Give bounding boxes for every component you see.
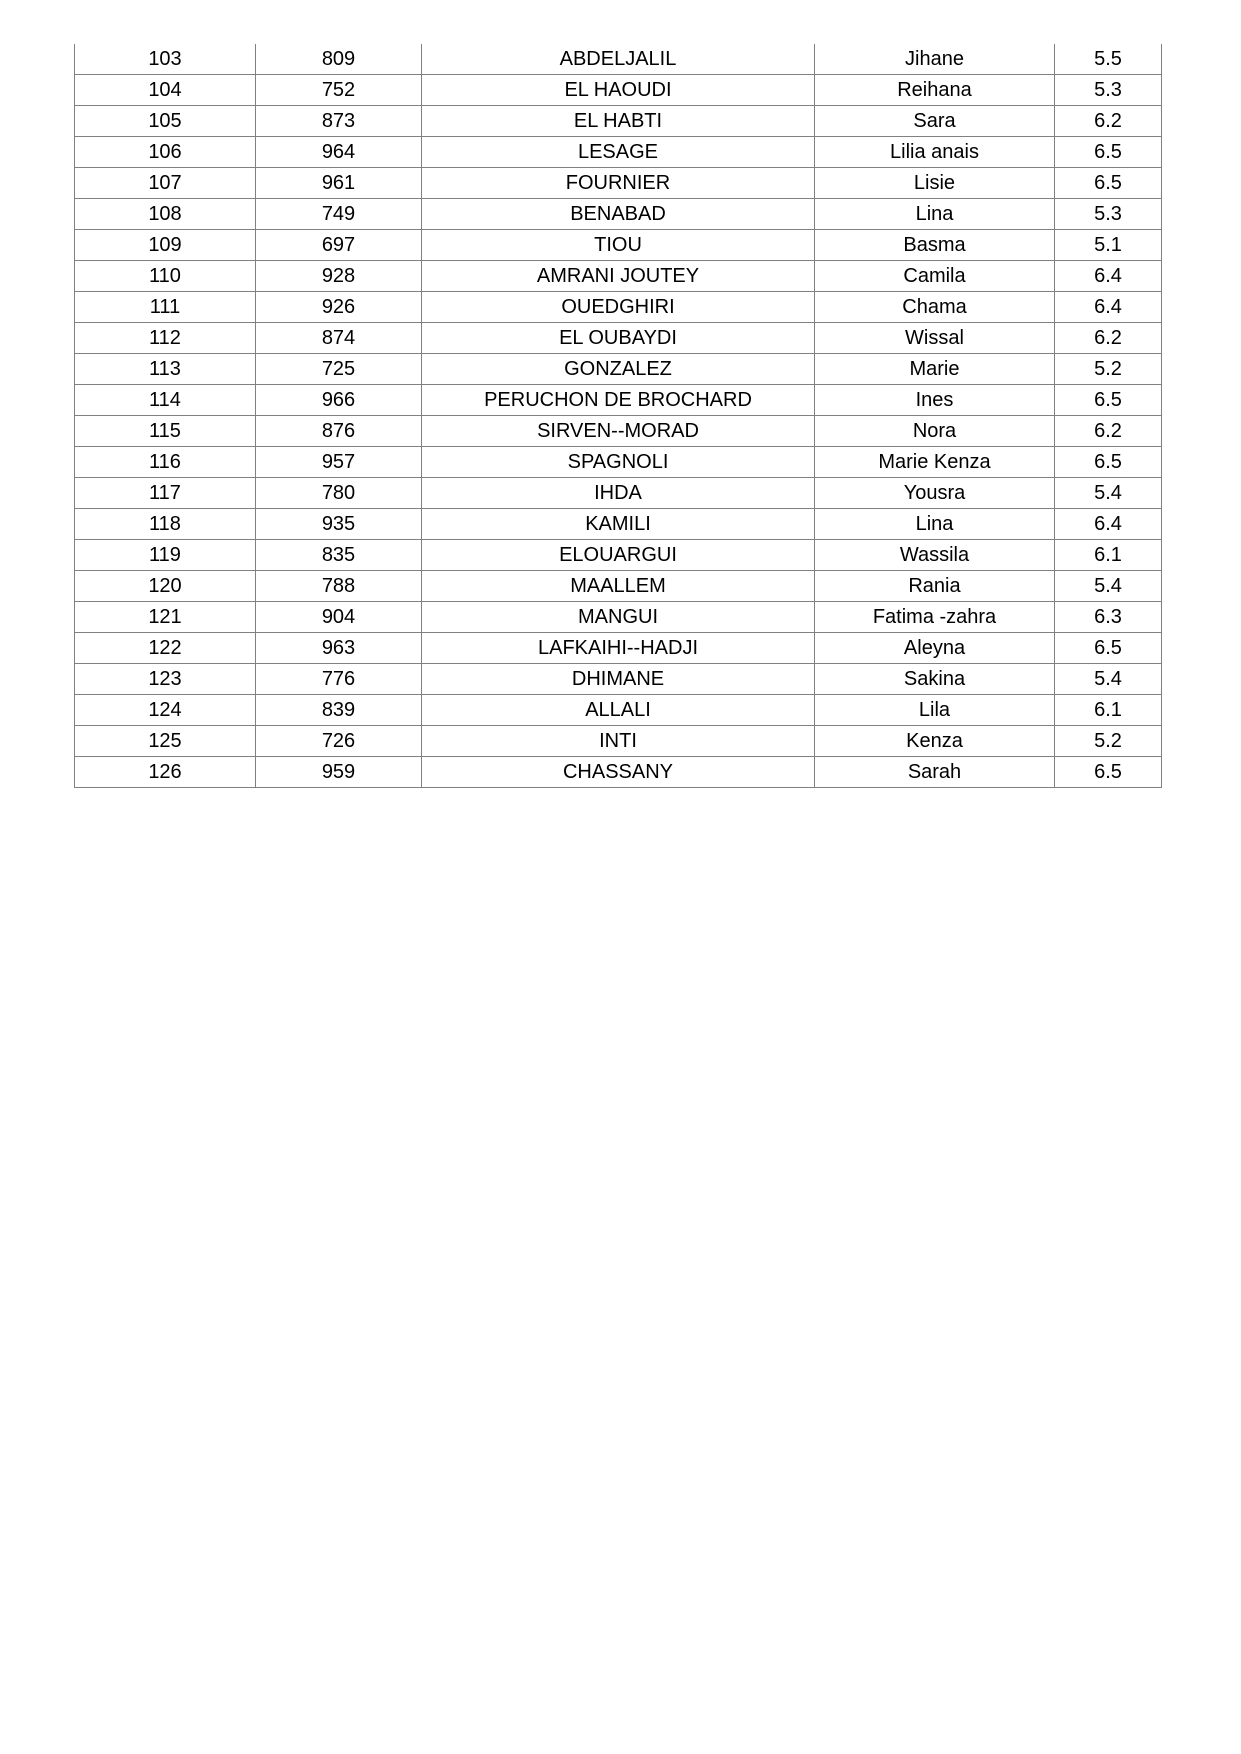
code-cell: 809 — [256, 44, 422, 75]
first-name-cell: Fatima -zahra — [815, 602, 1055, 633]
rank-cell: 108 — [75, 199, 256, 230]
rank-cell: 121 — [75, 602, 256, 633]
table-row — [75, 44, 1162, 75]
first-name-cell: Camila — [815, 261, 1055, 292]
score-cell: 6.5 — [1055, 137, 1162, 168]
table-row — [75, 540, 1162, 571]
last-name-cell: EL HAOUDI — [422, 75, 815, 106]
last-name-cell: MAALLEM — [422, 571, 815, 602]
table-row — [75, 385, 1162, 416]
last-name-cell: CHASSANY — [422, 757, 815, 788]
score-cell: 6.3 — [1055, 602, 1162, 633]
last-name-cell: IHDA — [422, 478, 815, 509]
last-name-cell: LAFKAIHI--HADJI — [422, 633, 815, 664]
first-name-cell: Ines — [815, 385, 1055, 416]
last-name-cell: INTI — [422, 726, 815, 757]
last-name-cell: BENABAD — [422, 199, 815, 230]
table-row — [75, 726, 1162, 757]
score-cell: 5.5 — [1055, 44, 1162, 75]
code-cell: 963 — [256, 633, 422, 664]
table-row — [75, 664, 1162, 695]
rank-cell: 106 — [75, 137, 256, 168]
rank-cell: 107 — [75, 168, 256, 199]
code-cell: 780 — [256, 478, 422, 509]
first-name-cell: Jihane — [815, 44, 1055, 75]
score-cell: 5.4 — [1055, 664, 1162, 695]
last-name-cell: KAMILI — [422, 509, 815, 540]
score-cell: 6.4 — [1055, 261, 1162, 292]
score-cell: 6.2 — [1055, 106, 1162, 137]
last-name-cell: ELOUARGUI — [422, 540, 815, 571]
results-table-body — [75, 44, 1162, 788]
table-row — [75, 292, 1162, 323]
table-row — [75, 137, 1162, 168]
score-cell: 6.4 — [1055, 292, 1162, 323]
first-name-cell: Sakina — [815, 664, 1055, 695]
score-cell: 6.5 — [1055, 385, 1162, 416]
first-name-cell: Marie — [815, 354, 1055, 385]
table-row — [75, 633, 1162, 664]
first-name-cell: Sara — [815, 106, 1055, 137]
code-cell: 873 — [256, 106, 422, 137]
score-cell: 6.5 — [1055, 168, 1162, 199]
code-cell: 839 — [256, 695, 422, 726]
code-cell: 957 — [256, 447, 422, 478]
rank-cell: 117 — [75, 478, 256, 509]
first-name-cell: Rania — [815, 571, 1055, 602]
first-name-cell: Reihana — [815, 75, 1055, 106]
table-row — [75, 199, 1162, 230]
table-row — [75, 323, 1162, 354]
score-cell: 6.2 — [1055, 323, 1162, 354]
last-name-cell: DHIMANE — [422, 664, 815, 695]
rank-cell: 123 — [75, 664, 256, 695]
code-cell: 961 — [256, 168, 422, 199]
first-name-cell: Lina — [815, 509, 1055, 540]
last-name-cell: SIRVEN--MORAD — [422, 416, 815, 447]
table-row — [75, 602, 1162, 633]
rank-cell: 111 — [75, 292, 256, 323]
code-cell: 749 — [256, 199, 422, 230]
rank-cell: 119 — [75, 540, 256, 571]
score-cell: 6.4 — [1055, 509, 1162, 540]
score-cell: 6.5 — [1055, 633, 1162, 664]
results-table — [74, 44, 1162, 788]
score-cell: 6.5 — [1055, 447, 1162, 478]
first-name-cell: Lisie — [815, 168, 1055, 199]
score-cell: 5.2 — [1055, 354, 1162, 385]
last-name-cell: EL HABTI — [422, 106, 815, 137]
first-name-cell: Yousra — [815, 478, 1055, 509]
code-cell: 959 — [256, 757, 422, 788]
code-cell: 697 — [256, 230, 422, 261]
table-row — [75, 261, 1162, 292]
rank-cell: 103 — [75, 44, 256, 75]
rank-cell: 114 — [75, 385, 256, 416]
last-name-cell: EL OUBAYDI — [422, 323, 815, 354]
last-name-cell: ALLALI — [422, 695, 815, 726]
first-name-cell: Lila — [815, 695, 1055, 726]
first-name-cell: Wissal — [815, 323, 1055, 354]
last-name-cell: ABDELJALIL — [422, 44, 815, 75]
table-row — [75, 416, 1162, 447]
rank-cell: 115 — [75, 416, 256, 447]
last-name-cell: LESAGE — [422, 137, 815, 168]
last-name-cell: OUEDGHIRI — [422, 292, 815, 323]
rank-cell: 113 — [75, 354, 256, 385]
table-row — [75, 695, 1162, 726]
rank-cell: 116 — [75, 447, 256, 478]
code-cell: 726 — [256, 726, 422, 757]
first-name-cell: Sarah — [815, 757, 1055, 788]
last-name-cell: SPAGNOLI — [422, 447, 815, 478]
table-row — [75, 354, 1162, 385]
first-name-cell: Chama — [815, 292, 1055, 323]
code-cell: 964 — [256, 137, 422, 168]
score-cell: 6.1 — [1055, 695, 1162, 726]
table-row — [75, 571, 1162, 602]
first-name-cell: Basma — [815, 230, 1055, 261]
code-cell: 874 — [256, 323, 422, 354]
rank-cell: 125 — [75, 726, 256, 757]
first-name-cell: Kenza — [815, 726, 1055, 757]
code-cell: 752 — [256, 75, 422, 106]
score-cell: 5.1 — [1055, 230, 1162, 261]
score-cell: 6.5 — [1055, 757, 1162, 788]
first-name-cell: Aleyna — [815, 633, 1055, 664]
table-row — [75, 230, 1162, 261]
rank-cell: 112 — [75, 323, 256, 354]
table-row — [75, 509, 1162, 540]
code-cell: 725 — [256, 354, 422, 385]
rank-cell: 110 — [75, 261, 256, 292]
last-name-cell: TIOU — [422, 230, 815, 261]
table-row — [75, 478, 1162, 509]
code-cell: 928 — [256, 261, 422, 292]
code-cell: 835 — [256, 540, 422, 571]
table-row — [75, 447, 1162, 478]
last-name-cell: AMRANI JOUTEY — [422, 261, 815, 292]
last-name-cell: FOURNIER — [422, 168, 815, 199]
table-row — [75, 168, 1162, 199]
first-name-cell: Lilia anais — [815, 137, 1055, 168]
code-cell: 904 — [256, 602, 422, 633]
first-name-cell: Lina — [815, 199, 1055, 230]
rank-cell: 124 — [75, 695, 256, 726]
score-cell: 5.3 — [1055, 199, 1162, 230]
table-row — [75, 757, 1162, 788]
code-cell: 788 — [256, 571, 422, 602]
rank-cell: 104 — [75, 75, 256, 106]
score-cell: 5.4 — [1055, 478, 1162, 509]
score-cell: 5.3 — [1055, 75, 1162, 106]
code-cell: 926 — [256, 292, 422, 323]
table-row — [75, 106, 1162, 137]
table-row — [75, 75, 1162, 106]
rank-cell: 109 — [75, 230, 256, 261]
code-cell: 966 — [256, 385, 422, 416]
last-name-cell: MANGUI — [422, 602, 815, 633]
rank-cell: 126 — [75, 757, 256, 788]
score-cell: 5.4 — [1055, 571, 1162, 602]
score-cell: 6.2 — [1055, 416, 1162, 447]
last-name-cell: GONZALEZ — [422, 354, 815, 385]
code-cell: 776 — [256, 664, 422, 695]
rank-cell: 118 — [75, 509, 256, 540]
first-name-cell: Nora — [815, 416, 1055, 447]
code-cell: 935 — [256, 509, 422, 540]
first-name-cell: Wassila — [815, 540, 1055, 571]
last-name-cell: PERUCHON DE BROCHARD — [422, 385, 815, 416]
score-cell: 6.1 — [1055, 540, 1162, 571]
score-cell: 5.2 — [1055, 726, 1162, 757]
first-name-cell: Marie Kenza — [815, 447, 1055, 478]
rank-cell: 122 — [75, 633, 256, 664]
rank-cell: 120 — [75, 571, 256, 602]
rank-cell: 105 — [75, 106, 256, 137]
code-cell: 876 — [256, 416, 422, 447]
